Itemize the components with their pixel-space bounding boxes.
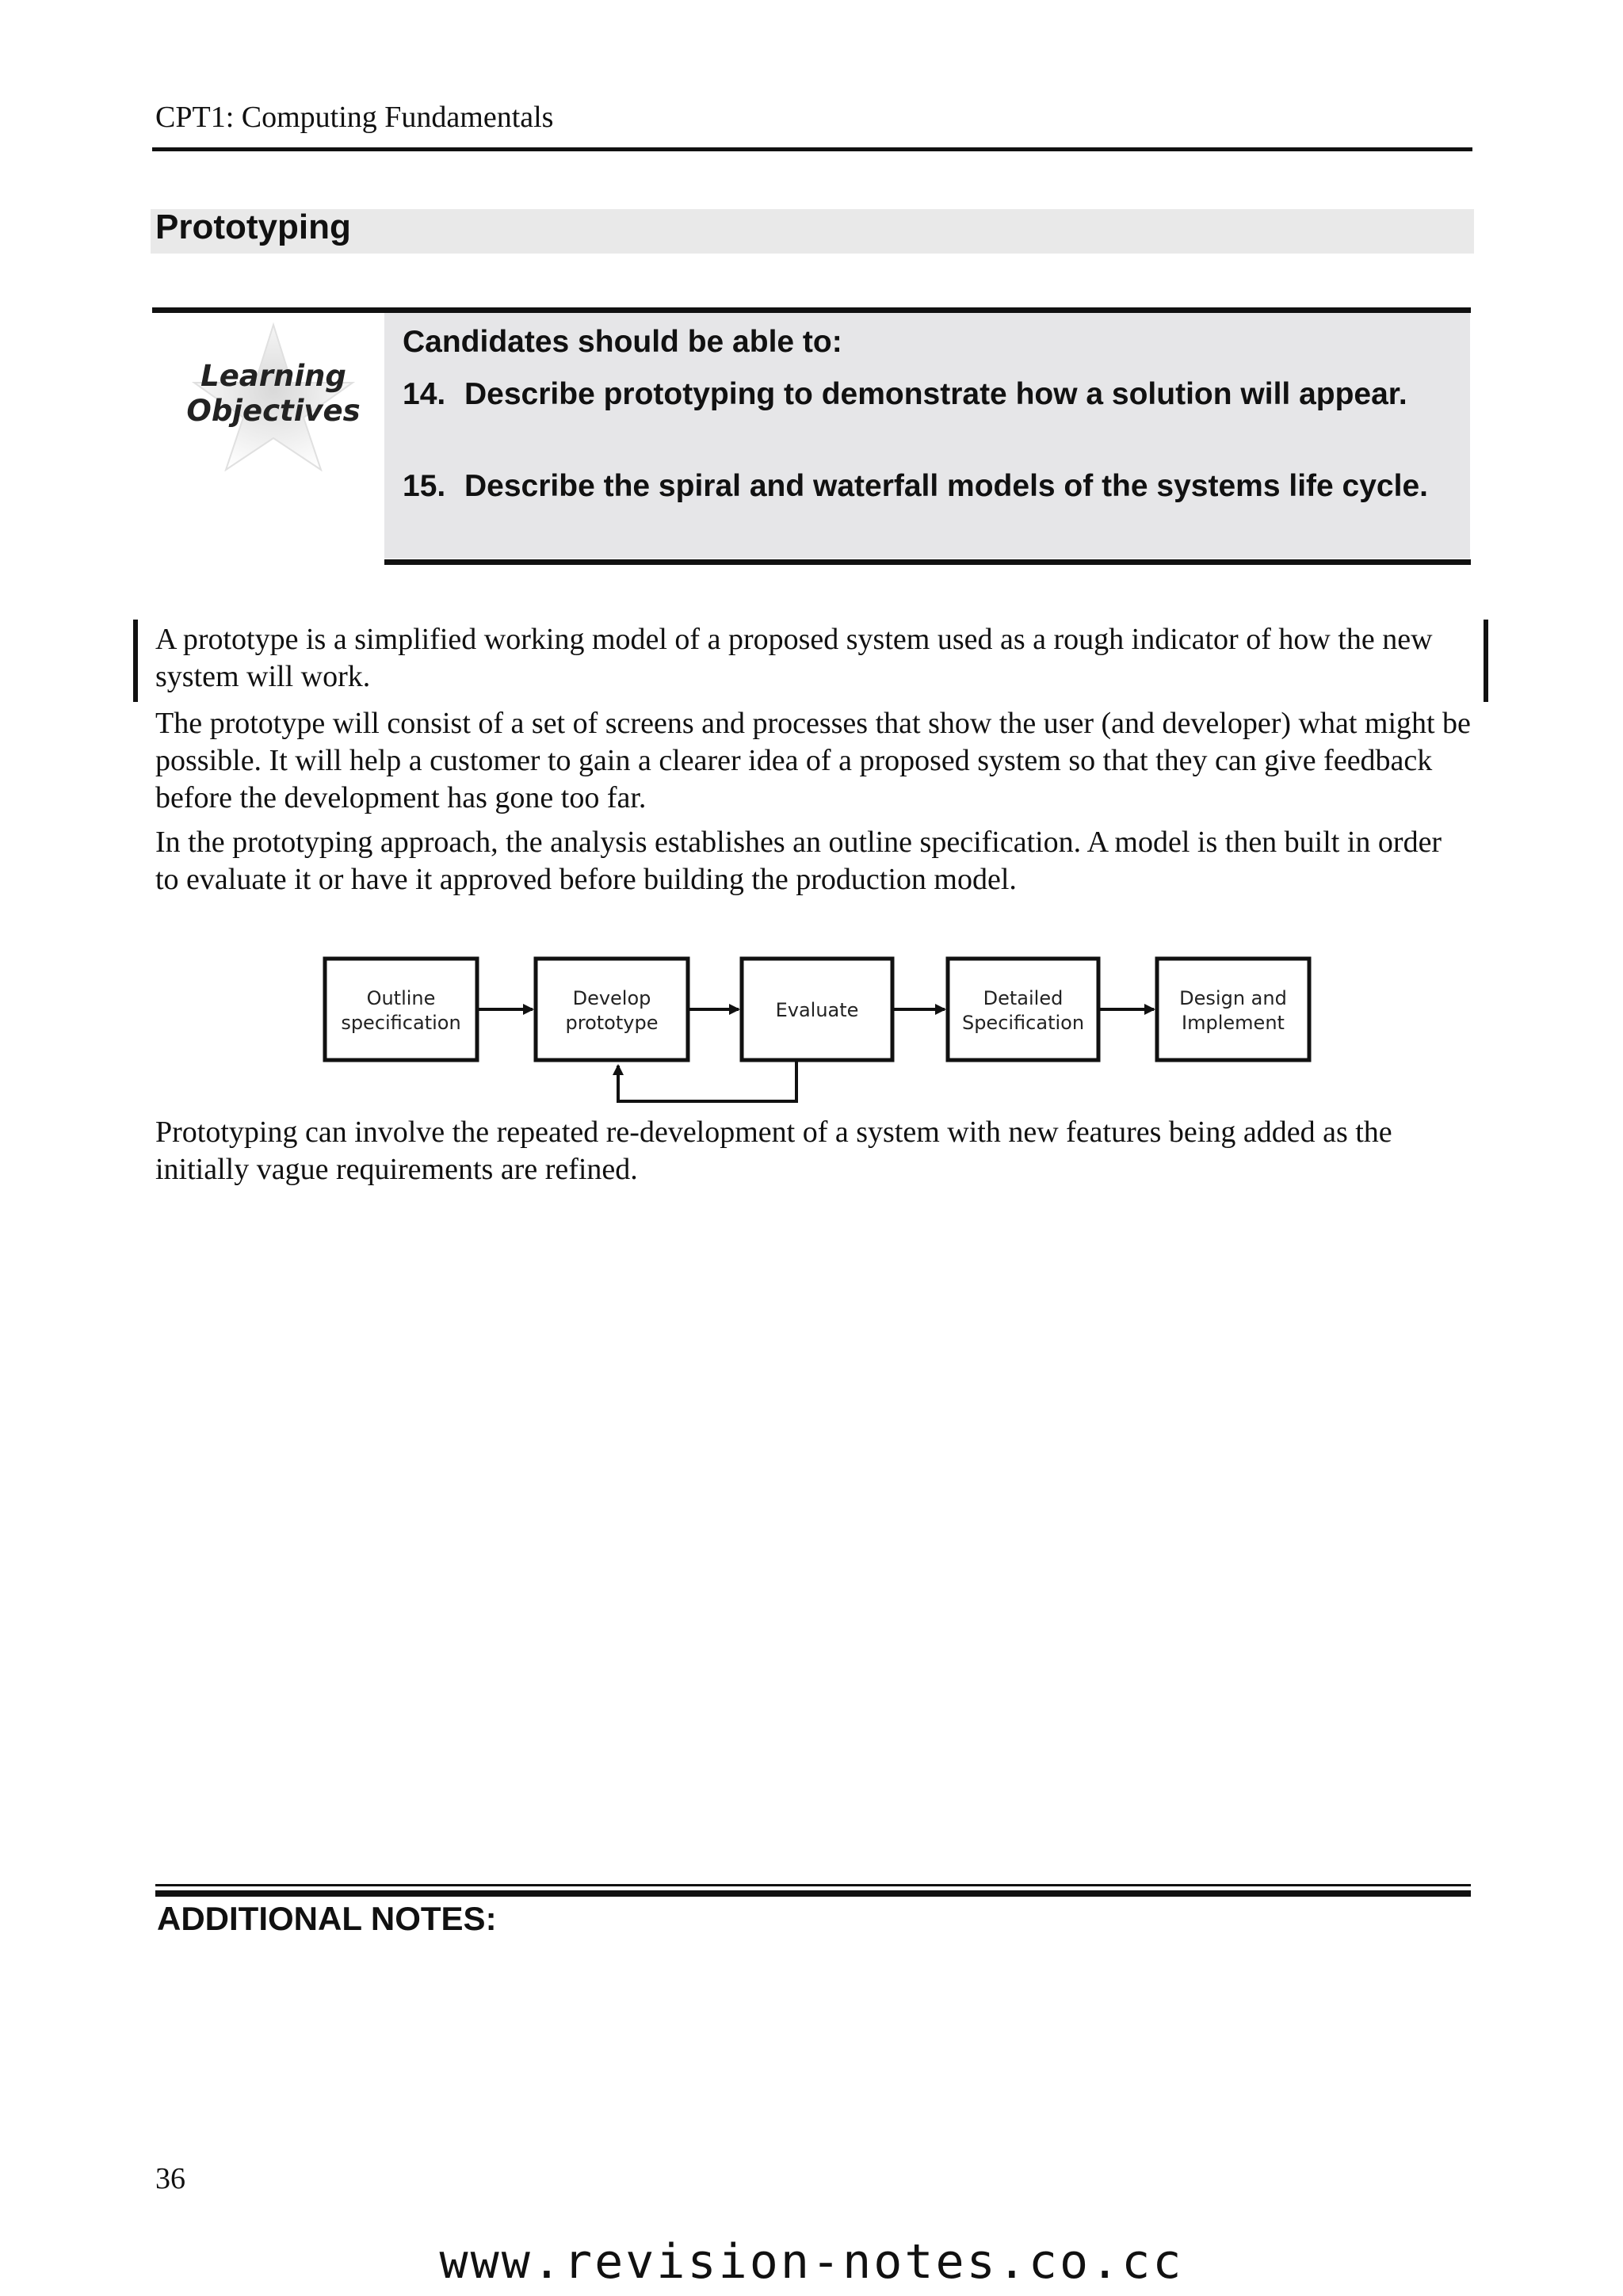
- badge-line-1: Learning: [200, 359, 346, 393]
- learning-objectives-badge: [178, 321, 369, 471]
- additional-notes-title: ADDITIONAL NOTES:: [157, 1900, 497, 1937]
- page-number: 36: [155, 2162, 185, 2195]
- step-label: Outline: [366, 987, 436, 1009]
- objectives-lead: Candidates should be able to:: [403, 325, 842, 359]
- notes-rule-thin: [155, 1884, 1471, 1886]
- step-label: Evaluate: [775, 999, 859, 1021]
- header-rule: [152, 147, 1472, 151]
- watermark-url: www.revision-notes.co.cc: [439, 2234, 1184, 2290]
- objective-text: Describe prototyping to demonstrate how a solution will appear.: [464, 377, 1407, 411]
- objectives-top-rule: [152, 307, 1471, 313]
- step-label: Implement: [1182, 1012, 1285, 1034]
- step-label: Detailed: [983, 987, 1064, 1009]
- change-bar-left: [133, 620, 138, 702]
- flow-step-develop: [536, 959, 688, 1060]
- objective-number: 15.: [403, 469, 446, 503]
- objective-item: [403, 467, 1433, 505]
- notes-rule-thick: [155, 1890, 1471, 1897]
- badge-line-2: Objectives: [186, 394, 361, 428]
- section-title: Prototyping: [155, 208, 351, 246]
- flow-step-detailed: [948, 959, 1098, 1060]
- step-label: Develop: [572, 987, 651, 1009]
- flow-step-design: [1157, 959, 1309, 1060]
- step-label: Design and: [1179, 987, 1287, 1009]
- objective-text: Describe the spiral and waterfall models of the systems life cycle.: [464, 469, 1428, 503]
- step-label: prototype: [565, 1012, 659, 1034]
- feedback-arrow: [618, 1062, 796, 1101]
- running-header: CPT1: Computing Fundamentals: [155, 101, 554, 134]
- prototyping-flow-diagram: [317, 947, 1316, 1113]
- paragraph-redevelopment: Prototyping can involve the repeated re-development of a system with new features being added as the initially vague requirements are refined.: [155, 1116, 1392, 1186]
- paragraph-definition: A prototype is a simplified working model of a proposed system used as a rough indicator of how the new system will work.: [155, 623, 1433, 693]
- step-label: Specification: [961, 1012, 1085, 1034]
- flow-step-outline: [325, 959, 477, 1060]
- objectives-bottom-rule: [384, 559, 1471, 565]
- objective-item: [403, 376, 1433, 414]
- step-label: specification: [341, 1012, 461, 1034]
- change-bar-right: [1484, 620, 1488, 702]
- paragraph-approach: In the prototyping approach, the analysis establishes an outline specification. A model is then built in order to evaluate it or have it approved before building the production model.: [155, 826, 1442, 896]
- objective-number: 14.: [403, 377, 446, 411]
- paragraph-screens: The prototype will consist of a set of screens and processes that show the user (and developer) what might be possible. It will help a customer to gain a clearer idea of a proposed system so that they can give feedback before the development has gone too far.: [155, 707, 1471, 814]
- flow-step-evaluate: [742, 959, 892, 1060]
